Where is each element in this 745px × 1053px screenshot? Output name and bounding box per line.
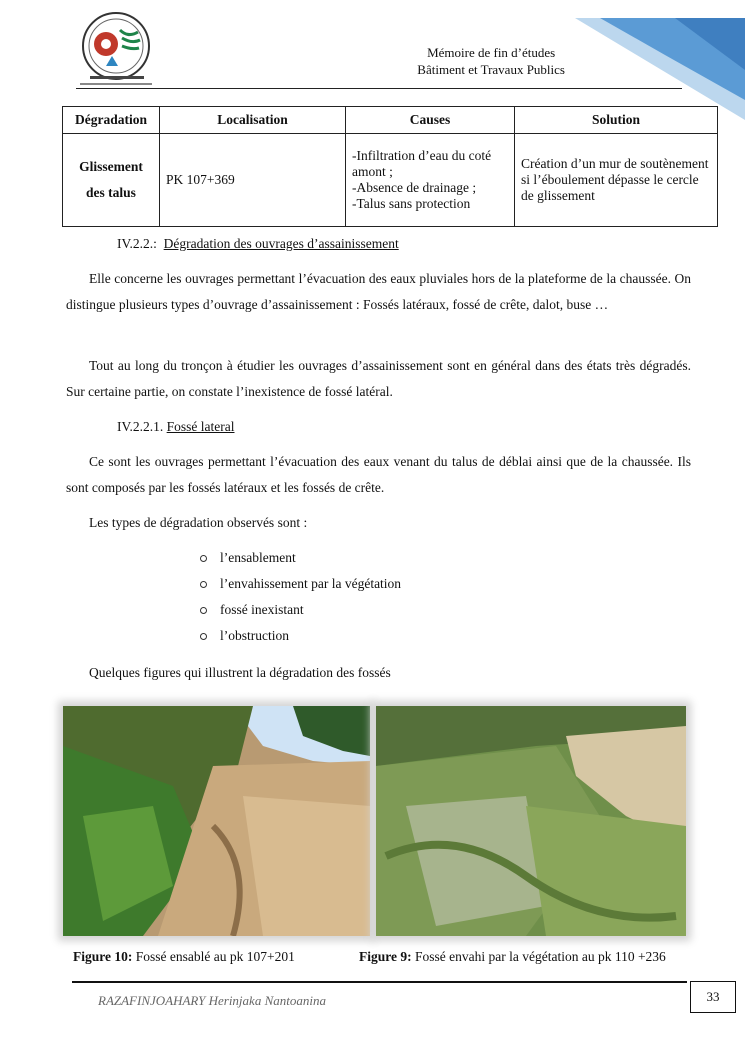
figure-10-photo [63, 706, 370, 936]
col-header-causes: Causes [346, 107, 515, 134]
col-header-solution: Solution [515, 107, 718, 134]
paragraph: Elle concerne les ouvrages permettant l’évacuation des eaux pluviales hors de la plateforme de la chaussée. On distingue plusieurs types d’ouvrage d’assainissement : Fossés latéraux, fossé de crête, dalot, buse … [66, 271, 691, 312]
col-header-localisation: Localisation [160, 107, 346, 134]
header-title-line1: Mémoire de fin d’études [427, 45, 556, 60]
list-item [200, 545, 401, 571]
list-item [200, 597, 401, 623]
header-rule [76, 88, 682, 89]
school-crest-logo [76, 8, 160, 88]
footer-author: RAZAFINJOAHARY Herinjaka Nantoanina [98, 993, 326, 1008]
figures-intro: Quelques figures qui illustrent la dégradation des fossés [89, 665, 391, 680]
subsection-heading [117, 419, 235, 435]
cell-degradation [63, 134, 160, 227]
cell-localisation: PK 107+369 [160, 134, 346, 227]
types-intro: Les types de dégradation observés sont : [89, 515, 308, 530]
subsection-title: Fossé lateral [166, 419, 235, 434]
figure-10-caption [73, 949, 295, 965]
circle-bullet-icon [200, 581, 207, 588]
list-item-text: fossé inexistant [220, 602, 304, 617]
section-heading [117, 236, 399, 252]
circle-bullet-icon [200, 607, 207, 614]
figure-caption-text: Fossé envahi par la végétation au pk 110 +236 [411, 949, 666, 964]
degradation-table [62, 106, 718, 227]
page-number: 33 [690, 981, 736, 1013]
figure-caption-text: Fossé ensablé au pk 107+201 [132, 949, 295, 964]
table-row [63, 134, 718, 227]
circle-bullet-icon [200, 633, 207, 640]
footer-rule [72, 981, 687, 983]
cause-item: -Talus sans protection [352, 196, 471, 211]
table-header-row [63, 107, 718, 134]
figure-label: Figure 10: [73, 949, 133, 964]
paragraph: Tout au long du tronçon à étudier les ouvrages d’assainissement sont en général dans des états très dégradés. Sur certaine partie, on constate l’inexistence de fossé latéral. [66, 358, 691, 399]
list-item-text: l’envahissement par la végétation [220, 576, 402, 591]
figure-9-caption [359, 949, 666, 965]
cause-item: -Infiltration d’eau du coté amont ; [352, 148, 492, 179]
list-item [200, 623, 401, 649]
corner-decoration [545, 0, 745, 120]
circle-bullet-icon [200, 555, 207, 562]
col-header-degradation: Dégradation [63, 107, 160, 134]
section-title: Dégradation des ouvrages d’assainissement [163, 236, 399, 251]
cause-item: -Absence de drainage ; [352, 180, 477, 195]
cell-degradation-line1: Glissement [79, 159, 143, 174]
cell-causes [346, 134, 515, 227]
document-header [417, 44, 565, 78]
list-item-text: l’obstruction [220, 628, 289, 643]
list-item [200, 571, 401, 597]
cell-degradation-line2: des talus [86, 185, 136, 200]
section-number: IV.2.2.: [117, 236, 157, 251]
figure-9-photo [376, 706, 686, 936]
figure-label: Figure 9: [359, 949, 412, 964]
subsection-number: IV.2.2.1. [117, 419, 164, 434]
paragraph: Ce sont les ouvrages permettant l’évacuation des eaux venant du talus de déblai ainsi que de la chaussée. Ils sont composés par les fossés latéraux et les fossés de crête. [66, 454, 691, 495]
degradation-types-list [200, 545, 401, 649]
cell-solution: Création d’un mur de soutènement si l’éboulement dépasse le cercle de glissement [515, 134, 718, 227]
list-item-text: l’ensablement [220, 550, 296, 565]
header-title-line2: Bâtiment et Travaux Publics [417, 62, 565, 77]
